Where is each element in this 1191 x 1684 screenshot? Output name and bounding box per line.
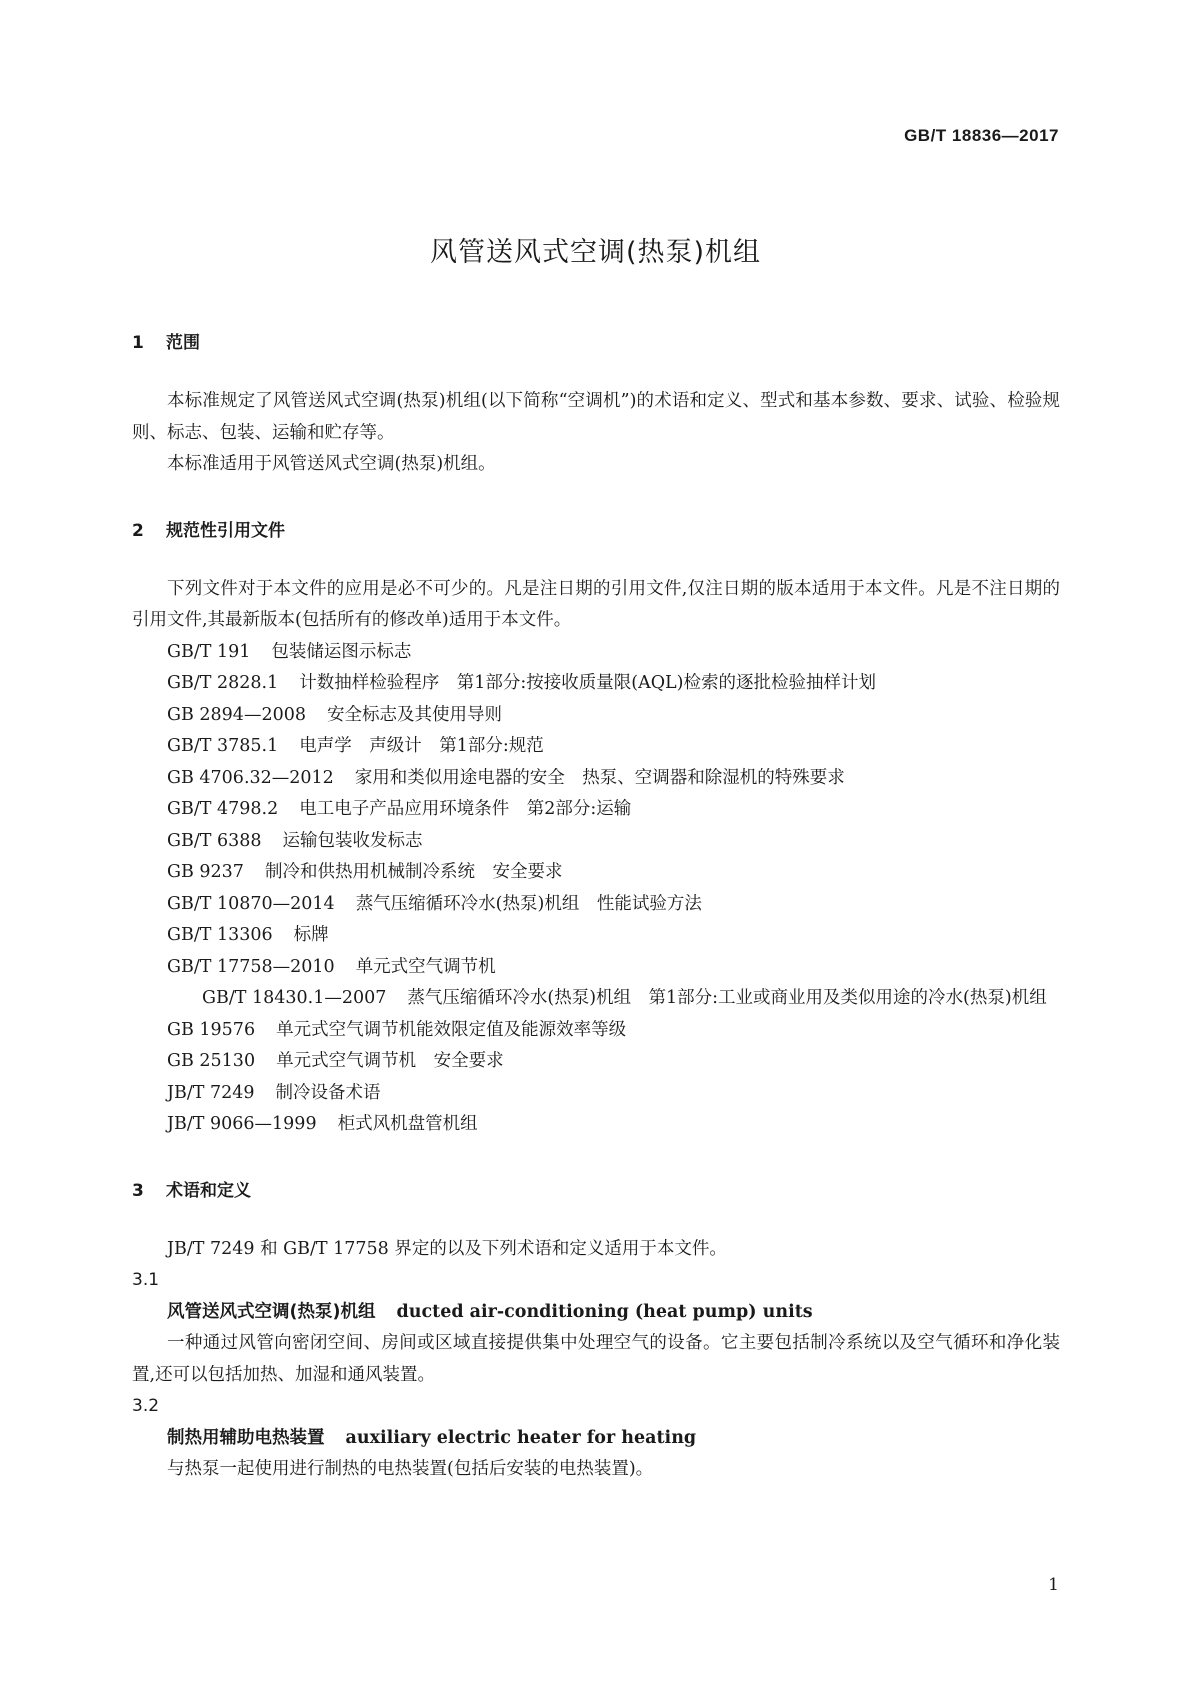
reference-title: 蒸气压缩循环冷水(热泵)机组 第1部分:工业或商业用及类似用途的冷水(热泵)机组 [407, 988, 1047, 1008]
term-heading [132, 1423, 1060, 1455]
section-number: 1 [132, 333, 144, 353]
reference-code: GB/T 17758—2010 [167, 956, 335, 977]
reference-item [132, 826, 1060, 858]
section-heading-scope [132, 328, 1060, 359]
reference-code: GB/T 18430.1—2007 [202, 988, 387, 1008]
reference-title: 包装储运图示标志 [271, 641, 412, 662]
section-number: 3 [132, 1180, 144, 1201]
reference-item [132, 794, 1060, 826]
section-number: 2 [132, 520, 144, 541]
reference-title: 制冷和供热用机械制冷系统 安全要求 [264, 862, 563, 882]
standard-code: GB/T 18836—2017 [904, 126, 1059, 145]
reference-item [132, 889, 1060, 921]
reference-title: 计数抽样检验程序 第1部分:按接收质量限(AQL)检索的逐批检验抽样计划 [299, 673, 877, 693]
reference-title: 单元式空气调节机能效限定值及能源效率等级 [276, 1019, 627, 1040]
clause-number: 3.2 [132, 1396, 160, 1416]
terms-intro: JB/T 7249 和 GB/T 17758 界定的以及下列术语和定义适用于本文件。 [167, 1238, 727, 1259]
page-number: 1 [1048, 1575, 1059, 1595]
reference-code: GB/T 3785.1 [167, 736, 279, 756]
term-definition: 与热泵一起使用进行制热的电热装置(包括后安装的电热装置)。 [167, 1459, 654, 1479]
reference-item [132, 952, 1060, 984]
section-heading-references [132, 516, 1060, 547]
reference-title: 单元式空气调节机 [355, 956, 496, 977]
reference-item [132, 920, 1060, 952]
reference-code: GB/T 10870—2014 [167, 893, 335, 914]
reference-code: GB 4706.32—2012 [167, 767, 334, 788]
section-title: 术语和定义 [166, 1180, 251, 1201]
reference-code: GB 19576 [167, 1019, 256, 1040]
reference-item [132, 763, 1060, 795]
reference-item [132, 1109, 1060, 1141]
term-clause [132, 1265, 1060, 1391]
scope-paragraph: 本标准规定了风管送风式空调(热泵)机组(以下简称“空调机”)的术语和定义、型式和基本参数、要求、试验、检验规则、标志、包装、运输和贮存等。 [132, 391, 1060, 443]
reference-code: JB/T 7249 [167, 1082, 255, 1103]
reference-title: 标牌 [293, 925, 329, 945]
reference-code: GB/T 2828.1 [167, 673, 279, 693]
section-title: 范围 [166, 333, 200, 353]
reference-item [132, 1015, 1060, 1047]
reference-item [132, 857, 1060, 889]
term-english: ducted air-conditioning (heat pump) units [396, 1301, 813, 1322]
reference-code: GB/T 4798.2 [167, 799, 279, 819]
reference-title: 安全标志及其使用导则 [326, 704, 502, 725]
term-heading [132, 1297, 1060, 1329]
section-heading-terms [132, 1176, 1060, 1207]
reference-item [132, 983, 1060, 1015]
scope-paragraph: 本标准适用于风管送风式空调(热泵)机组。 [167, 454, 496, 474]
reference-title: 单元式空气调节机 安全要求 [276, 1051, 504, 1071]
term-chinese: 风管送风式空调(热泵)机组 [167, 1301, 376, 1322]
term-chinese: 制热用辅助电热装置 [167, 1427, 325, 1448]
reference-title: 柜式风机盘管机组 [337, 1114, 478, 1134]
reference-code: GB/T 13306 [167, 925, 273, 945]
section-title: 规范性引用文件 [166, 520, 285, 541]
reference-item [132, 1078, 1060, 1110]
reference-list [132, 637, 1060, 1141]
reference-code: GB 9237 [167, 862, 244, 882]
term-definition: 一种通过风管向密闭空间、房间或区域直接提供集中处理空气的设备。它主要包括制冷系统以及空气循环和净化装置,还可以包括加热、加湿和通风装置。 [132, 1333, 1060, 1385]
clause-number: 3.1 [132, 1270, 160, 1290]
reference-title: 运输包装收发标志 [282, 830, 423, 851]
reference-code: GB 2894—2008 [167, 704, 306, 725]
reference-title: 电声学 声级计 第1部分:规范 [299, 736, 544, 756]
document-title: 风管送风式空调(热泵)机组 [429, 237, 762, 268]
reference-title: 家用和类似用途电器的安全 热泵、空调器和除湿机的特殊要求 [354, 767, 845, 788]
reference-item [132, 731, 1060, 763]
reference-item [132, 700, 1060, 732]
reference-code: GB/T 191 [167, 641, 251, 662]
reference-item [132, 1046, 1060, 1078]
document-body [132, 328, 1060, 1486]
reference-code: GB 25130 [167, 1051, 256, 1071]
reference-title: 蒸气压缩循环冷水(热泵)机组 性能试验方法 [355, 893, 702, 914]
reference-code: GB/T 6388 [167, 830, 262, 851]
reference-title: 电工电子产品应用环境条件 第2部分:运输 [299, 799, 632, 819]
reference-title: 制冷设备术语 [275, 1082, 381, 1103]
term-clause [132, 1391, 1060, 1486]
reference-item [132, 637, 1060, 669]
term-english: auxiliary electric heater for heating [345, 1427, 697, 1448]
reference-code: JB/T 9066—1999 [167, 1114, 317, 1134]
references-intro: 下列文件对于本文件的应用是必不可少的。凡是注日期的引用文件,仅注日期的版本适用于本文件。凡是不注日期的引用文件,其最新版本(包括所有的修改单)适用于本文件。 [132, 578, 1060, 630]
reference-item [132, 668, 1060, 700]
